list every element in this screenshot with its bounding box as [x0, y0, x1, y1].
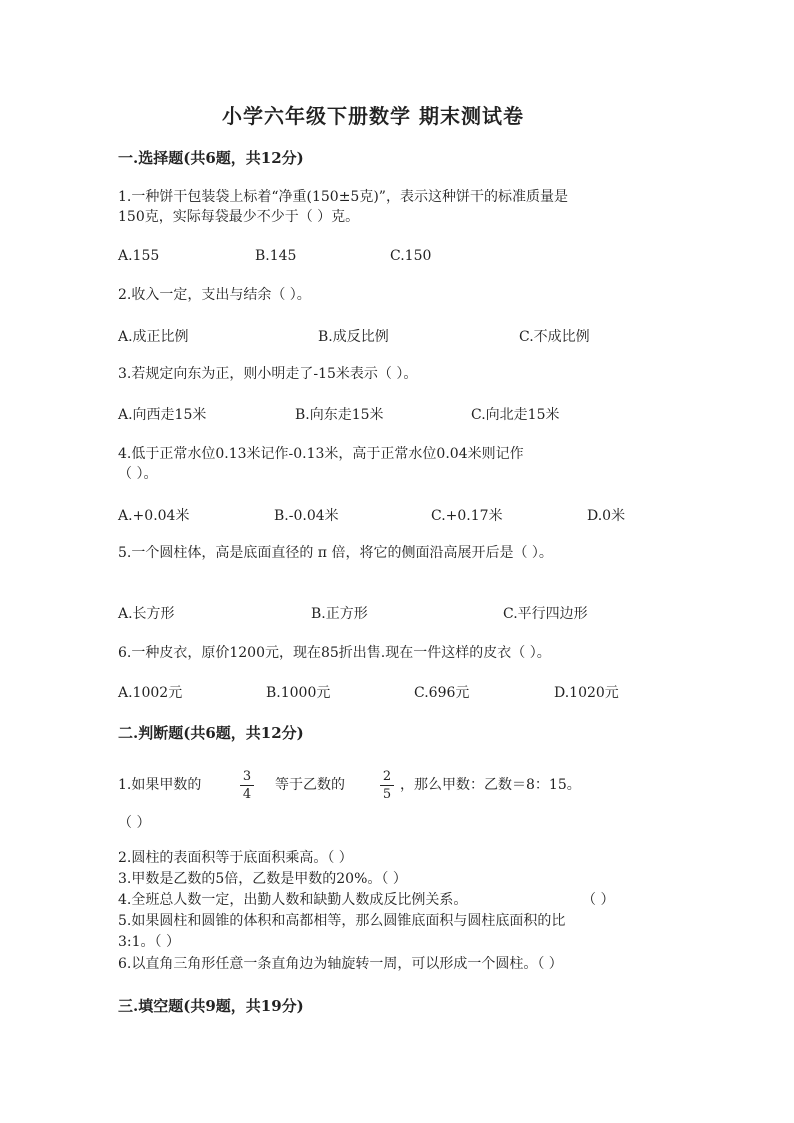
fraction-two-fifths — [380, 769, 394, 802]
choice-q1-option-a: A.155 — [118, 248, 160, 264]
choice-q3-text: 3.若规定向东为正，则小明走了-15米表示（ ）。 — [118, 366, 418, 382]
choice-q6-option-a: A.1002元 — [118, 685, 183, 701]
choice-q5-option-b: B.正方形 — [311, 606, 368, 622]
judge-q6-text: 6.以直角三角形任意一条直角边为轴旋转一周，可以形成一个圆柱。（ ） — [118, 956, 563, 972]
choice-q5-text: 5.一个圆柱体，高是底面直径的 π 倍，将它的侧面沿高展开后是（ ）。 — [118, 545, 553, 561]
choice-q5-option-a: A.长方形 — [118, 606, 175, 622]
judge-q2-text: 2.圆柱的表面积等于底面积乘高。（ ） — [118, 850, 353, 866]
choice-q3-option-b: B.向东走15米 — [295, 407, 384, 423]
fraction-bar — [240, 785, 254, 786]
page-title: 小学六年级下册数学 期末测试卷 — [222, 104, 524, 128]
choice-q1-option-b: B.145 — [255, 248, 297, 264]
judge-q5-line2: 3:1。（ ） — [118, 934, 180, 950]
choice-q6-option-d: D.1020元 — [554, 685, 619, 701]
section-judge-heading: 二.判断题(共6题，共12分) — [118, 724, 304, 742]
choice-q2-option-a: A.成正比例 — [118, 329, 189, 345]
judge-q1-bracket: （ ） — [118, 815, 151, 831]
fraction-numerator: 3 — [242, 769, 252, 784]
choice-q4-option-c: C.+0.17米 — [431, 508, 503, 524]
choice-q2-option-c: C.不成比例 — [519, 329, 590, 345]
choice-q1-line1: 1.一种饼干包装袋上标着“净重(150±5克)”，表示这种饼干的标准质量是 — [118, 189, 568, 205]
judge-q1-prefix: 1.如果甲数的 — [118, 777, 202, 793]
judge-q4-bracket: （ ） — [582, 892, 615, 908]
choice-q4-option-a: A.+0.04米 — [118, 508, 190, 524]
judge-q3-text: 3.甲数是乙数的5倍，乙数是甲数的20%。（ ） — [118, 871, 407, 887]
choice-q6-option-b: B.1000元 — [266, 685, 331, 701]
fraction-bar — [380, 785, 394, 786]
choice-q3-option-a: A.向西走15米 — [118, 407, 207, 423]
choice-q6-text: 6.一种皮衣，原价1200元，现在85折出售.现在一件这样的皮衣（ ）。 — [118, 645, 551, 661]
fraction-denominator: 4 — [242, 787, 252, 802]
judge-q1-middle: 等于乙数的 — [275, 777, 345, 793]
choice-q4-option-b: B.-0.04米 — [274, 508, 339, 524]
choice-q3-option-c: C.向北走15米 — [471, 407, 560, 423]
choice-q4-option-d: D.0米 — [587, 508, 626, 524]
choice-q5-option-c: C.平行四边形 — [503, 606, 588, 622]
fraction-three-quarters — [240, 769, 254, 802]
choice-q4-line1: 4.低于正常水位0.13米记作-0.13米，高于正常水位0.04米则记作 — [118, 446, 524, 462]
judge-q5-line1: 5.如果圆柱和圆锥的体积和高都相等，那么圆锥底面积与圆柱底面积的比 — [118, 913, 566, 929]
choice-q1-option-c: C.150 — [390, 248, 432, 264]
choice-q2-option-b: B.成反比例 — [318, 329, 389, 345]
judge-q1-suffix: ，那么甲数：乙数＝8：15。 — [400, 777, 581, 793]
fraction-denominator: 5 — [382, 787, 392, 802]
section-choice-heading: 一.选择题(共6题，共12分) — [118, 149, 304, 167]
choice-q6-option-c: C.696元 — [414, 685, 470, 701]
judge-q4-text: 4.全班总人数一定，出勤人数和缺勤人数成反比例关系。 — [118, 892, 468, 908]
choice-q2-text: 2.收入一定，支出与结余（ ）。 — [118, 287, 311, 303]
choice-q4-line2: （ ）。 — [118, 466, 158, 482]
fraction-numerator: 2 — [382, 769, 392, 784]
section-fill-heading: 三.填空题(共9题，共19分) — [118, 997, 304, 1015]
choice-q1-line2: 150克，实际每袋最少不少于（ ）克。 — [118, 209, 360, 225]
